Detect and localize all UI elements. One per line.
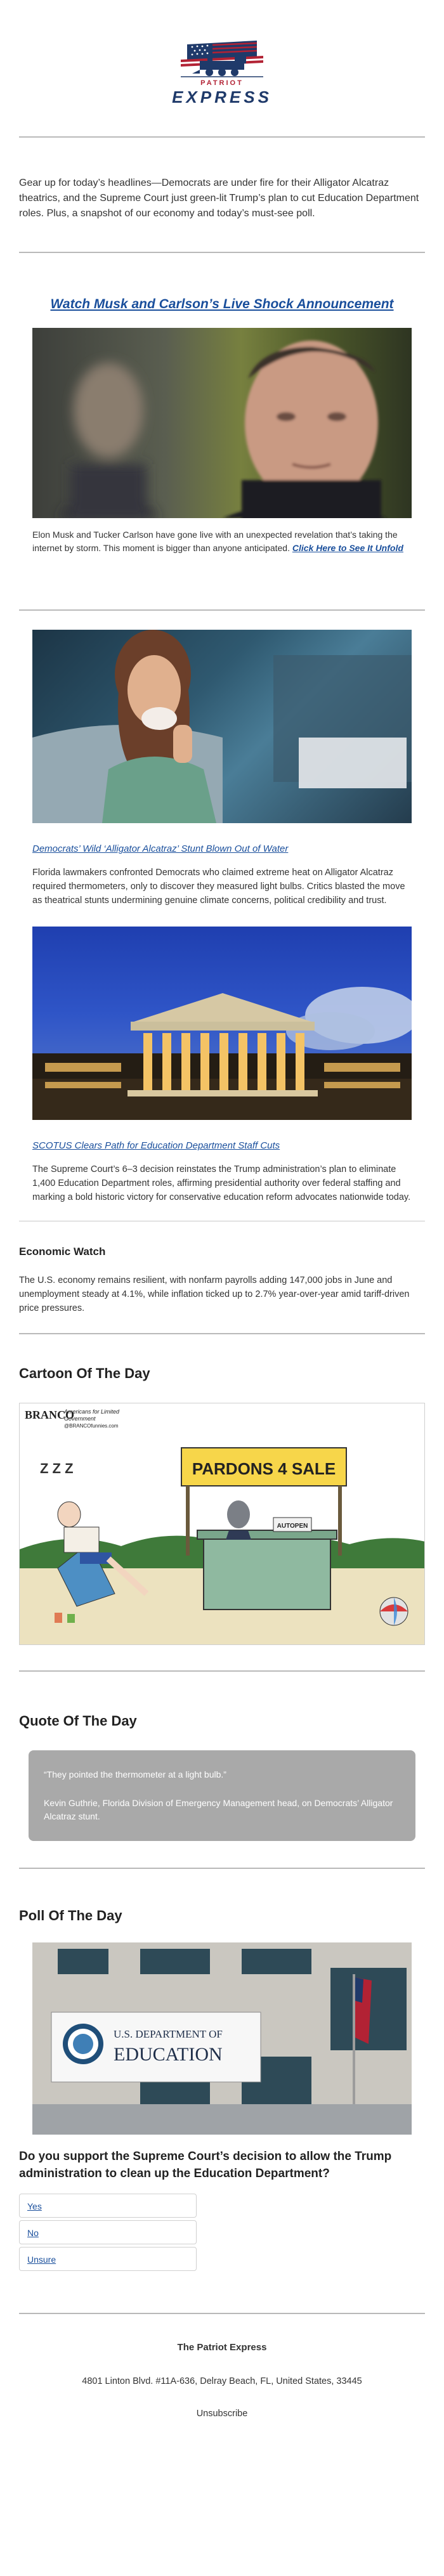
quote-text: “They pointed the thermometer at a light bulb.”: [44, 1769, 226, 1780]
cartoon-credit-3: @BRANCOfunnies.com: [64, 1423, 119, 1429]
poll-option-unsure[interactable]: Unsure: [19, 2247, 197, 2271]
feature-caption: [32, 518, 412, 555]
intro-text: Gear up for today’s headlines—Democrats are under fire for their Alligator Alcatraz theatrics, and the Supreme Court just green-lit Trump’s plan to cut Education Department roles. Plus, a snapshot of our economy and today’s must-see poll.: [19, 178, 419, 219]
poll-sign-line2: EDUCATION: [114, 2044, 223, 2065]
unsubscribe-link[interactable]: Unsubscribe: [196, 2408, 248, 2419]
poll-option-yes[interactable]: Yes: [19, 2194, 197, 2218]
poll-sign-line1: U.S. DEPARTMENT OF: [114, 2028, 223, 2040]
cartoon-autopen-label: AUTOPEN: [277, 1523, 308, 1530]
footer-address: 4801 Linton Blvd. #11A-636, Delray Beach, FL, United States, 33445: [82, 2376, 362, 2386]
education-building-photo-icon: [32, 1942, 412, 2135]
story1-link[interactable]: Democrats’ Wild ‘Alligator Alcatraz’ Stunt Blown Out of Water: [32, 843, 289, 855]
poll-option-no[interactable]: No: [19, 2220, 197, 2244]
logo-text-patriot: PATRIOT: [200, 79, 244, 87]
story1-text: Florida lawmakers confronted Democrats who claimed extreme heat on Alligator Alcatraz required thermometers, only to discover they measured light bulbs. Critics blasted the move as theatrical stunts undermining genuine climate concerns, political credibility and trust.: [32, 868, 405, 906]
cartoon-sign-text: PARDONS 4 SALE: [192, 1459, 336, 1479]
cartoon-zzz: Z Z Z: [40, 1460, 74, 1477]
cartoon-title: Cartoon Of The Day: [19, 1365, 150, 1382]
story2-text: The Supreme Court’s 6–3 decision reinstates the Trump administration’s plan to eliminate 1,400 Education Department roles, affirming presidential authority over federal staffing and marking a bold historic victory for conservative education reform advocates nationwide today.: [32, 1164, 411, 1202]
header: [0, 0, 444, 136]
education-dept-image[interactable]: [32, 1942, 412, 2135]
poll-question: Do you support the Supreme Court’s decision to allow the Trump administration to clean up the Education Department?: [19, 2150, 392, 2180]
cartoon-credit-1: Americans for Limited: [64, 1408, 120, 1415]
footer: [0, 2314, 444, 2421]
economy-text: The U.S. economy remains resilient, with nonfarm payrolls adding 147,000 jobs in June and unemployment steady at 4.1%, while inflation ticked up to 2.7% year-over-year amid tariff-driven price pressures.: [19, 1275, 410, 1313]
supreme-court-image[interactable]: [32, 927, 412, 1120]
feature-caption-text: Elon Musk and Tucker Carlson have gone live with an unexpected revelation that’s taking the internet by storm. This moment is bigger than anyone anticipated.: [32, 530, 398, 554]
economy-section: [19, 1244, 425, 1315]
quote-attribution: Kevin Guthrie, Florida Division of Emergency Management head, on Democrats’ Alligator Alcatraz stunt.: [44, 1798, 393, 1822]
quote-box: [29, 1750, 415, 1841]
flag-locomotive-icon: [174, 38, 270, 77]
musk-carlson-photo-icon: [32, 328, 412, 518]
poll-title: Poll Of The Day: [19, 1908, 122, 1924]
pardons-cartoon-icon: [20, 1403, 425, 1645]
patriot-express-logo[interactable]: [171, 38, 273, 105]
supreme-court-building-icon: [32, 927, 412, 1120]
poll-options: [19, 2194, 425, 2271]
cartoon-artist: BRANCO: [25, 1408, 75, 1422]
story2-link[interactable]: SCOTUS Clears Path for Education Department Staff Cuts: [32, 1140, 280, 1152]
musk-carlson-image[interactable]: [32, 328, 412, 518]
economy-title: Economic Watch: [19, 1246, 106, 1258]
logo-text-express: EXPRESS: [172, 87, 272, 107]
quote-title: Quote Of The Day: [19, 1713, 137, 1729]
coughing-woman-photo-icon: [32, 630, 412, 823]
alligator-alcatraz-image[interactable]: [32, 630, 412, 823]
cartoon-image[interactable]: [19, 1403, 425, 1645]
footer-brand: The Patriot Express: [177, 2342, 267, 2353]
poll-section: [19, 2149, 425, 2271]
feature-caption-link[interactable]: Click Here to See It Unfold: [292, 543, 403, 554]
intro-section: [19, 138, 425, 252]
feature-headline-link[interactable]: Watch Musk and Carlson’s Live Shock Announcement: [50, 297, 394, 311]
cartoon-credit-2: Government: [64, 1415, 96, 1422]
